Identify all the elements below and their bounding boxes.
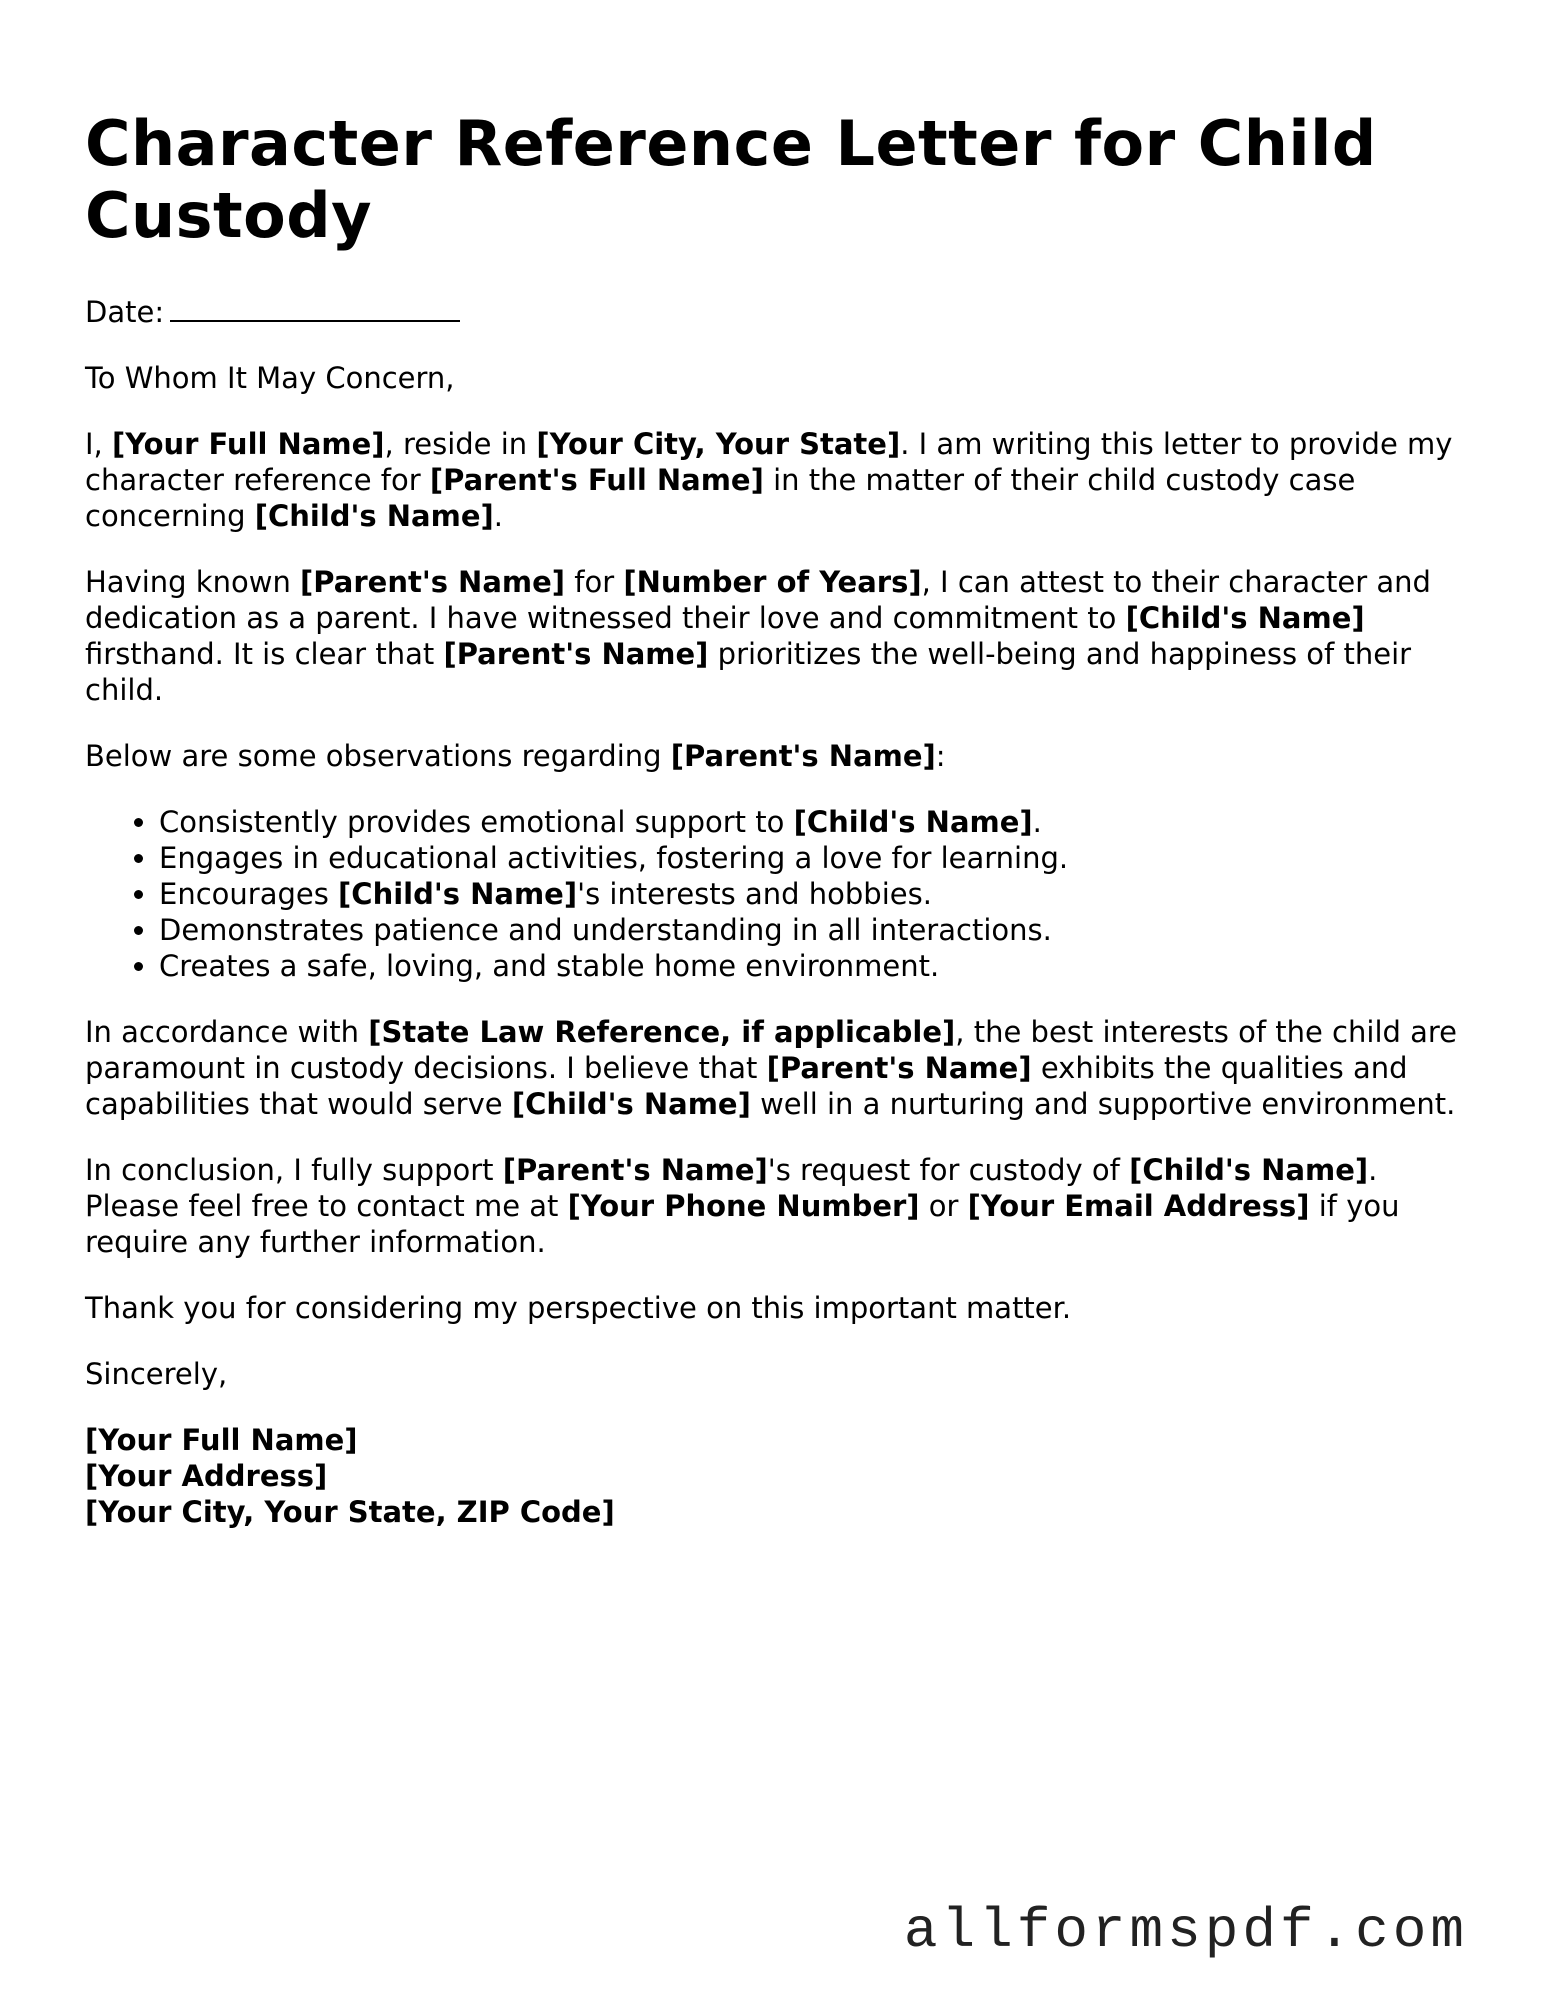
signature-city: [Your City, Your State, ZIP Code] [85, 1495, 615, 1529]
placeholder-parent-full-name: [Parent's Full Name] [429, 463, 764, 497]
placeholder-parent-name: [Parent's Name] [670, 739, 936, 773]
paragraph-conclusion: In conclusion, I fully support [Parent's Name]'s request for custody of [Child's Name]. Please feel free to contact me at [Your Phone Number] or [Your Email Address] if you require any further information. [85, 1153, 1400, 1259]
signature-name: [Your Full Name] [85, 1423, 358, 1457]
placeholder-parent-name: [Parent's Name] [300, 565, 566, 599]
placeholder-child-name: [Child's Name] [793, 805, 1033, 839]
placeholder-your-city-state: [Your City, Your State] [536, 427, 901, 461]
paragraph-relationship: Having known [Parent's Name] for [Number of Years], I can attest to their character and dedication as a parent. I have witnessed their love and commitment to [Child's Name] firsthand. It is clear that [Parent's Name] prioritizes the well-being and happiness of their child. [85, 565, 1431, 707]
closing: Sincerely, [85, 1357, 228, 1391]
signature-block [85, 1422, 1475, 1530]
paragraph-intro: I, [Your Full Name], reside in [Your City, Your State]. I am writing this letter to provide my character reference for [Parent's Full Name] in the matter of their child custody case concerning [Child's Name]. [85, 427, 1453, 533]
placeholder-number-of-years: [Number of Years] [623, 565, 922, 599]
list-item: • Creates a safe, loving, and stable home environment. [159, 948, 1475, 984]
placeholder-child-name: [Child's Name] [511, 1087, 751, 1121]
placeholder-email-address: [Your Email Address] [967, 1189, 1310, 1223]
date-field [85, 294, 1475, 330]
date-blank-line [170, 294, 460, 322]
paragraph-observations-intro: Below are some observations regarding [Parent's Name]: [85, 739, 946, 773]
placeholder-parent-name: [Parent's Name] [766, 1051, 1032, 1085]
signature-address: [Your Address] [85, 1459, 328, 1493]
placeholder-child-name: [Child's Name] [254, 499, 494, 533]
date-label: Date: [85, 295, 165, 329]
placeholder-your-full-name: [Your Full Name] [112, 427, 385, 461]
letter-content [85, 108, 1475, 1530]
list-item: • Consistently provides emotional support to [Child's Name]. [159, 804, 1475, 840]
watermark-text: allformspdf.com [903, 1899, 1468, 1963]
placeholder-child-name: [Child's Name] [1125, 601, 1365, 635]
placeholder-state-law-reference: [State Law Reference, if applicable] [368, 1015, 956, 1049]
placeholder-child-name: [Child's Name] [338, 877, 578, 911]
placeholder-parent-name: [Parent's Name] [502, 1153, 768, 1187]
placeholder-phone-number: [Your Phone Number] [567, 1189, 920, 1223]
list-item: • Engages in educational activities, fostering a love for learning. [159, 840, 1475, 876]
paragraph-legal: In accordance with [State Law Reference, if applicable], the best interests of the child are paramount in custody decisions. I believe that [Parent's Name] exhibits the qualities and capabilities that would serve [Child's Name] well in a nurturing and supportive environment. [85, 1015, 1458, 1121]
salutation: To Whom It May Concern, [85, 361, 455, 395]
paragraph-thanks: Thank you for considering my perspective on this important matter. [85, 1291, 1072, 1325]
placeholder-parent-name: [Parent's Name] [443, 637, 709, 671]
placeholder-child-name: [Child's Name] [1129, 1153, 1369, 1187]
observations-list [85, 804, 1475, 984]
list-item: • Demonstrates patience and understanding in all interactions. [159, 912, 1475, 948]
list-item: • Encourages [Child's Name]'s interests and hobbies. [159, 876, 1475, 912]
document-title: Character Reference Letter for Child Custody [85, 107, 1377, 252]
